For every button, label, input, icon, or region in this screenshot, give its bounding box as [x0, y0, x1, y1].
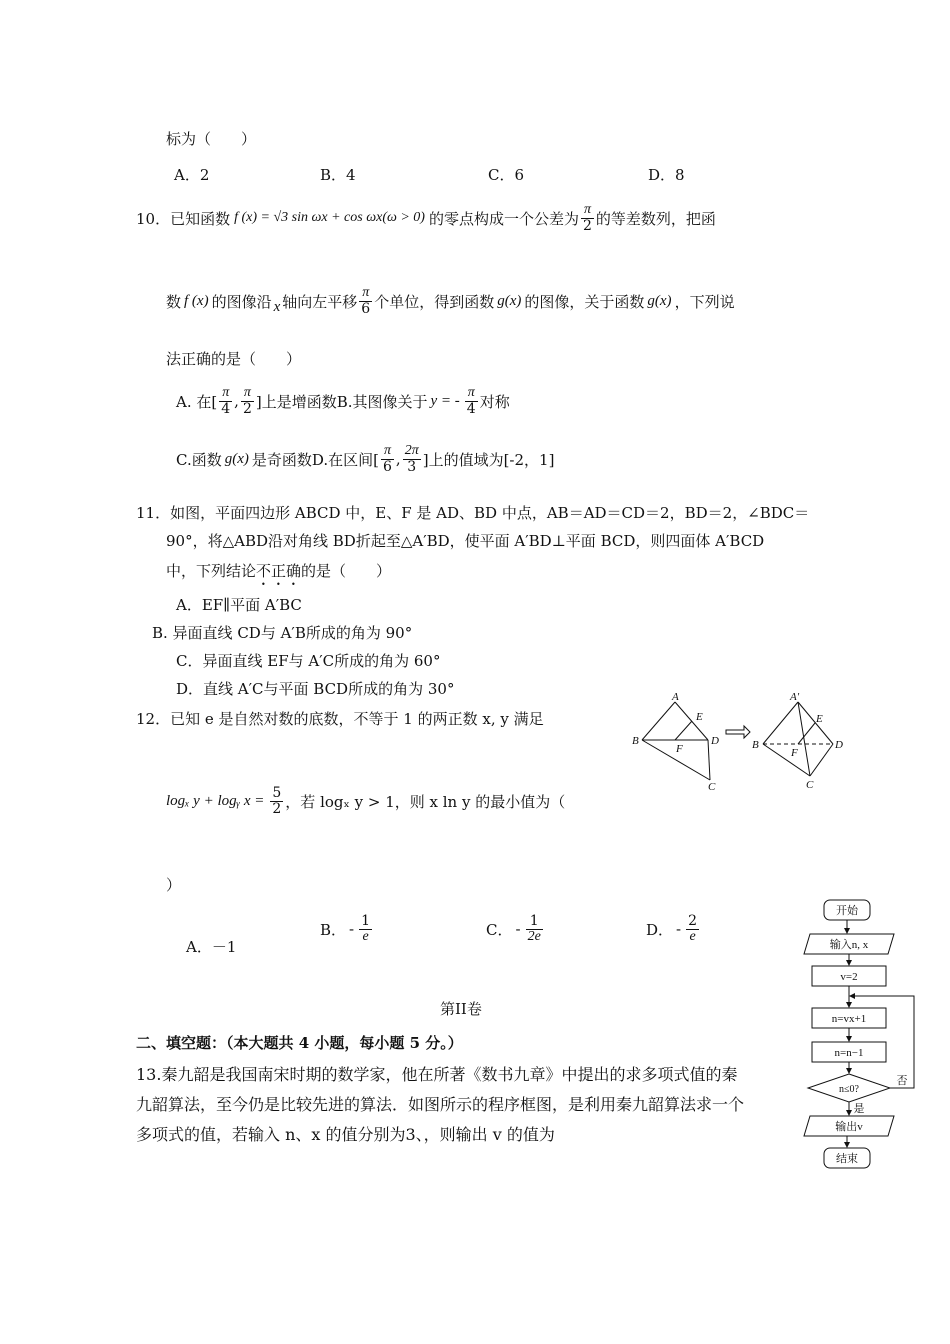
fraction-numerator: π	[241, 386, 254, 402]
comma: ,	[234, 392, 239, 411]
flowchart-output-label: 输出v	[835, 1121, 863, 1133]
flowchart	[796, 896, 920, 1174]
flowchart-yes-label: 是	[853, 1103, 865, 1115]
q11-text1: 如图，平面四边形 ABCD 中，E、F 是 AD、BD 中点，AB＝AD＝CD＝2，BD＝2，∠BDC＝	[170, 504, 810, 522]
q11-option-a: A．EF∥平面 A′BC	[176, 596, 302, 614]
q12-number: 12．	[136, 710, 171, 728]
q9-option-b: B．4	[320, 166, 356, 184]
q10-optA-b: ]上是增函数B.其图像关于	[255, 392, 428, 411]
fraction-numerator: 5	[272, 785, 282, 801]
figure-label: A′	[790, 692, 800, 703]
fraction-denominator: e	[362, 928, 369, 944]
q11-l3b: 的是（ ）	[301, 562, 392, 580]
q10-line2	[166, 286, 735, 316]
q13-line3: 多项式的值，若输入 n、x 的值分别为3、，则输出 v 的值为	[136, 1125, 555, 1144]
fraction-denominator: 2	[272, 800, 282, 817]
q12-option-d	[646, 914, 701, 944]
fraction-denominator: 6	[383, 458, 392, 475]
fraction	[241, 386, 254, 416]
q12-text1: 已知 e 是自然对数的底数，不等于 1 的两正数 x, y 满足	[170, 710, 544, 728]
q10-optC-a: C.函数	[176, 450, 222, 469]
q12-option-b	[320, 914, 374, 944]
q11-option-b: B. 异面直线 CD与 A′B所成的角为 90°	[152, 624, 413, 642]
q10-l2a: 数	[166, 292, 182, 311]
q10-period-fraction	[581, 203, 594, 233]
q10-optC-b: 是奇函数D.在区间[	[251, 450, 379, 469]
fraction-numerator: 1	[526, 914, 543, 930]
q10-l2f: ，下列说	[674, 292, 735, 311]
figure-label: A	[672, 692, 679, 703]
flowchart-step2-label: n=n−1	[834, 1047, 864, 1059]
fraction	[465, 386, 478, 416]
flowchart-start-label: 开始	[836, 905, 858, 917]
q9-tail: 标为（ ）	[166, 130, 257, 148]
minus-sign: -	[349, 920, 355, 939]
fraction-denominator: 2	[582, 217, 592, 234]
q12-line3: ）	[166, 876, 182, 894]
minus-sign: -	[676, 920, 682, 939]
figure-label: F	[676, 743, 683, 755]
q11-line3	[166, 560, 391, 589]
q10-xvar: x	[273, 298, 281, 315]
fraction	[526, 914, 543, 944]
q10-text1: 已知函数	[170, 209, 231, 228]
q10-l2d: 个单位，得到函数	[374, 292, 495, 311]
q12-log-expression: logₓ y + logᵧ x =	[166, 792, 265, 809]
q12-fraction	[270, 786, 283, 816]
fraction-numerator: π	[219, 386, 232, 402]
q10-shift-fraction	[359, 286, 372, 316]
q10-line3: 法正确的是（ ）	[166, 350, 302, 368]
option-label: D．	[646, 920, 674, 939]
q10-optA-a: A. 在[	[176, 392, 218, 411]
fraction-denominator: 3	[407, 458, 417, 475]
q10-l2b: 的图像沿	[211, 292, 272, 311]
q10-optC-g: g(x)	[224, 450, 249, 467]
fraction	[403, 444, 421, 474]
flowchart-init-label: v=2	[840, 971, 858, 983]
figure-label: B	[752, 739, 759, 751]
q10-function: f (x) = √3 sin ωx + cos ωx(ω > 0)	[234, 210, 425, 226]
flowchart-step1-label: n=vx+1	[831, 1013, 867, 1025]
q11-emphasis: 不正确	[256, 562, 302, 580]
fraction	[359, 914, 372, 944]
q12-option-c	[486, 914, 545, 944]
fraction-numerator: π	[359, 286, 372, 302]
figure-label: C	[806, 779, 814, 791]
fraction-numerator: 1	[361, 913, 371, 929]
q9-option-d: D．8	[648, 166, 685, 184]
q11-line2: 90°，将△ABD沿对角线 BD折起至△A′BD，使平面 A′BD⊥平面 BCD，则四面体 A′BCD	[166, 532, 765, 550]
q10-number: 10．	[136, 209, 171, 228]
q11-l3a: 中，下列结论	[166, 562, 257, 580]
volume-title: 第II卷	[440, 1000, 482, 1018]
q9-option-c: C．6	[488, 166, 525, 184]
flowchart-no-label: 否	[896, 1075, 908, 1087]
q12-line1	[136, 708, 544, 729]
q10-options-ab	[176, 386, 510, 416]
figure-label: E	[696, 711, 703, 723]
fraction-numerator: 2π	[404, 443, 419, 458]
q12-option-a: A．－1	[186, 938, 237, 956]
figure-label: D	[711, 735, 719, 747]
q10-gx: g(x)	[497, 292, 522, 309]
minus-sign: -	[515, 920, 521, 939]
q11-option-c: C．异面直线 EF与 A′C所成的角为 60°	[176, 652, 441, 670]
figure-label: E	[816, 713, 823, 725]
q12-line2	[166, 786, 565, 816]
fraction-denominator: 6	[361, 300, 371, 317]
fraction-denominator: 4	[221, 400, 231, 417]
q9-option-a: A．2	[174, 166, 210, 184]
q10-fx: f (x)	[184, 292, 209, 309]
q10-l2e: 的图像，关于函数	[524, 292, 645, 311]
q11-line1	[136, 502, 809, 523]
flowchart-input-label: 输入n, x	[829, 939, 869, 951]
figure-label: B	[632, 735, 639, 747]
q10-optA-y: y = -	[430, 392, 460, 409]
fraction	[219, 386, 232, 416]
q10-gx2: g(x)	[647, 292, 672, 309]
tetrahedron-figure	[630, 692, 850, 792]
q11-number: 11．	[136, 504, 171, 522]
figure-label: D	[835, 739, 843, 751]
figure-label: F	[791, 747, 798, 759]
option-label: B．	[320, 920, 347, 939]
fraction-denominator: 4	[466, 400, 476, 417]
option-label: C．	[486, 920, 513, 939]
q10-optC-c: ]上的值域为[-2，1]	[422, 450, 555, 469]
q13-line2: 九韶算法，至今仍是比较先进的算法．如图所示的程序框图，是利用秦九韶算法求一个	[136, 1095, 745, 1114]
flowchart-end-label: 结束	[836, 1153, 858, 1165]
q10-text2: 的零点构成一个公差为	[428, 209, 579, 228]
fraction-numerator: π	[581, 203, 594, 219]
comma: ,	[395, 450, 401, 469]
q12-text2: ，若 logₓ y > 1，则 x ln y 的最小值为（	[285, 792, 566, 811]
q13-line1: 13.秦九韶是我国南宋时期的数学家，他在所著《数书九章》中提出的求多项式值的秦	[136, 1065, 738, 1084]
q10-l2c: 轴向左平移	[282, 292, 358, 311]
fraction-numerator: π	[381, 444, 394, 460]
fraction-numerator: 2	[688, 913, 698, 929]
figure-label: C	[708, 781, 716, 792]
q10-options-cd	[176, 444, 554, 474]
q11-option-d: D．直线 A′C与平面 BCD所成的角为 30°	[176, 680, 455, 698]
fraction-denominator: 2e	[527, 928, 541, 944]
fraction	[686, 914, 699, 944]
fraction	[381, 444, 394, 474]
q10-optA-c: 对称	[479, 392, 510, 411]
section-heading: 二、填空题：（本大题共 4 小题，每小题 5 分。）	[136, 1034, 463, 1052]
fraction-numerator: π	[465, 386, 478, 402]
q10-text3: 的等差数列，把函	[595, 209, 716, 228]
flowchart-condition-label: n≤0?	[839, 1084, 859, 1095]
q10-line1	[136, 203, 716, 233]
fraction-denominator: 2	[242, 400, 252, 417]
fraction-denominator: e	[689, 928, 696, 944]
